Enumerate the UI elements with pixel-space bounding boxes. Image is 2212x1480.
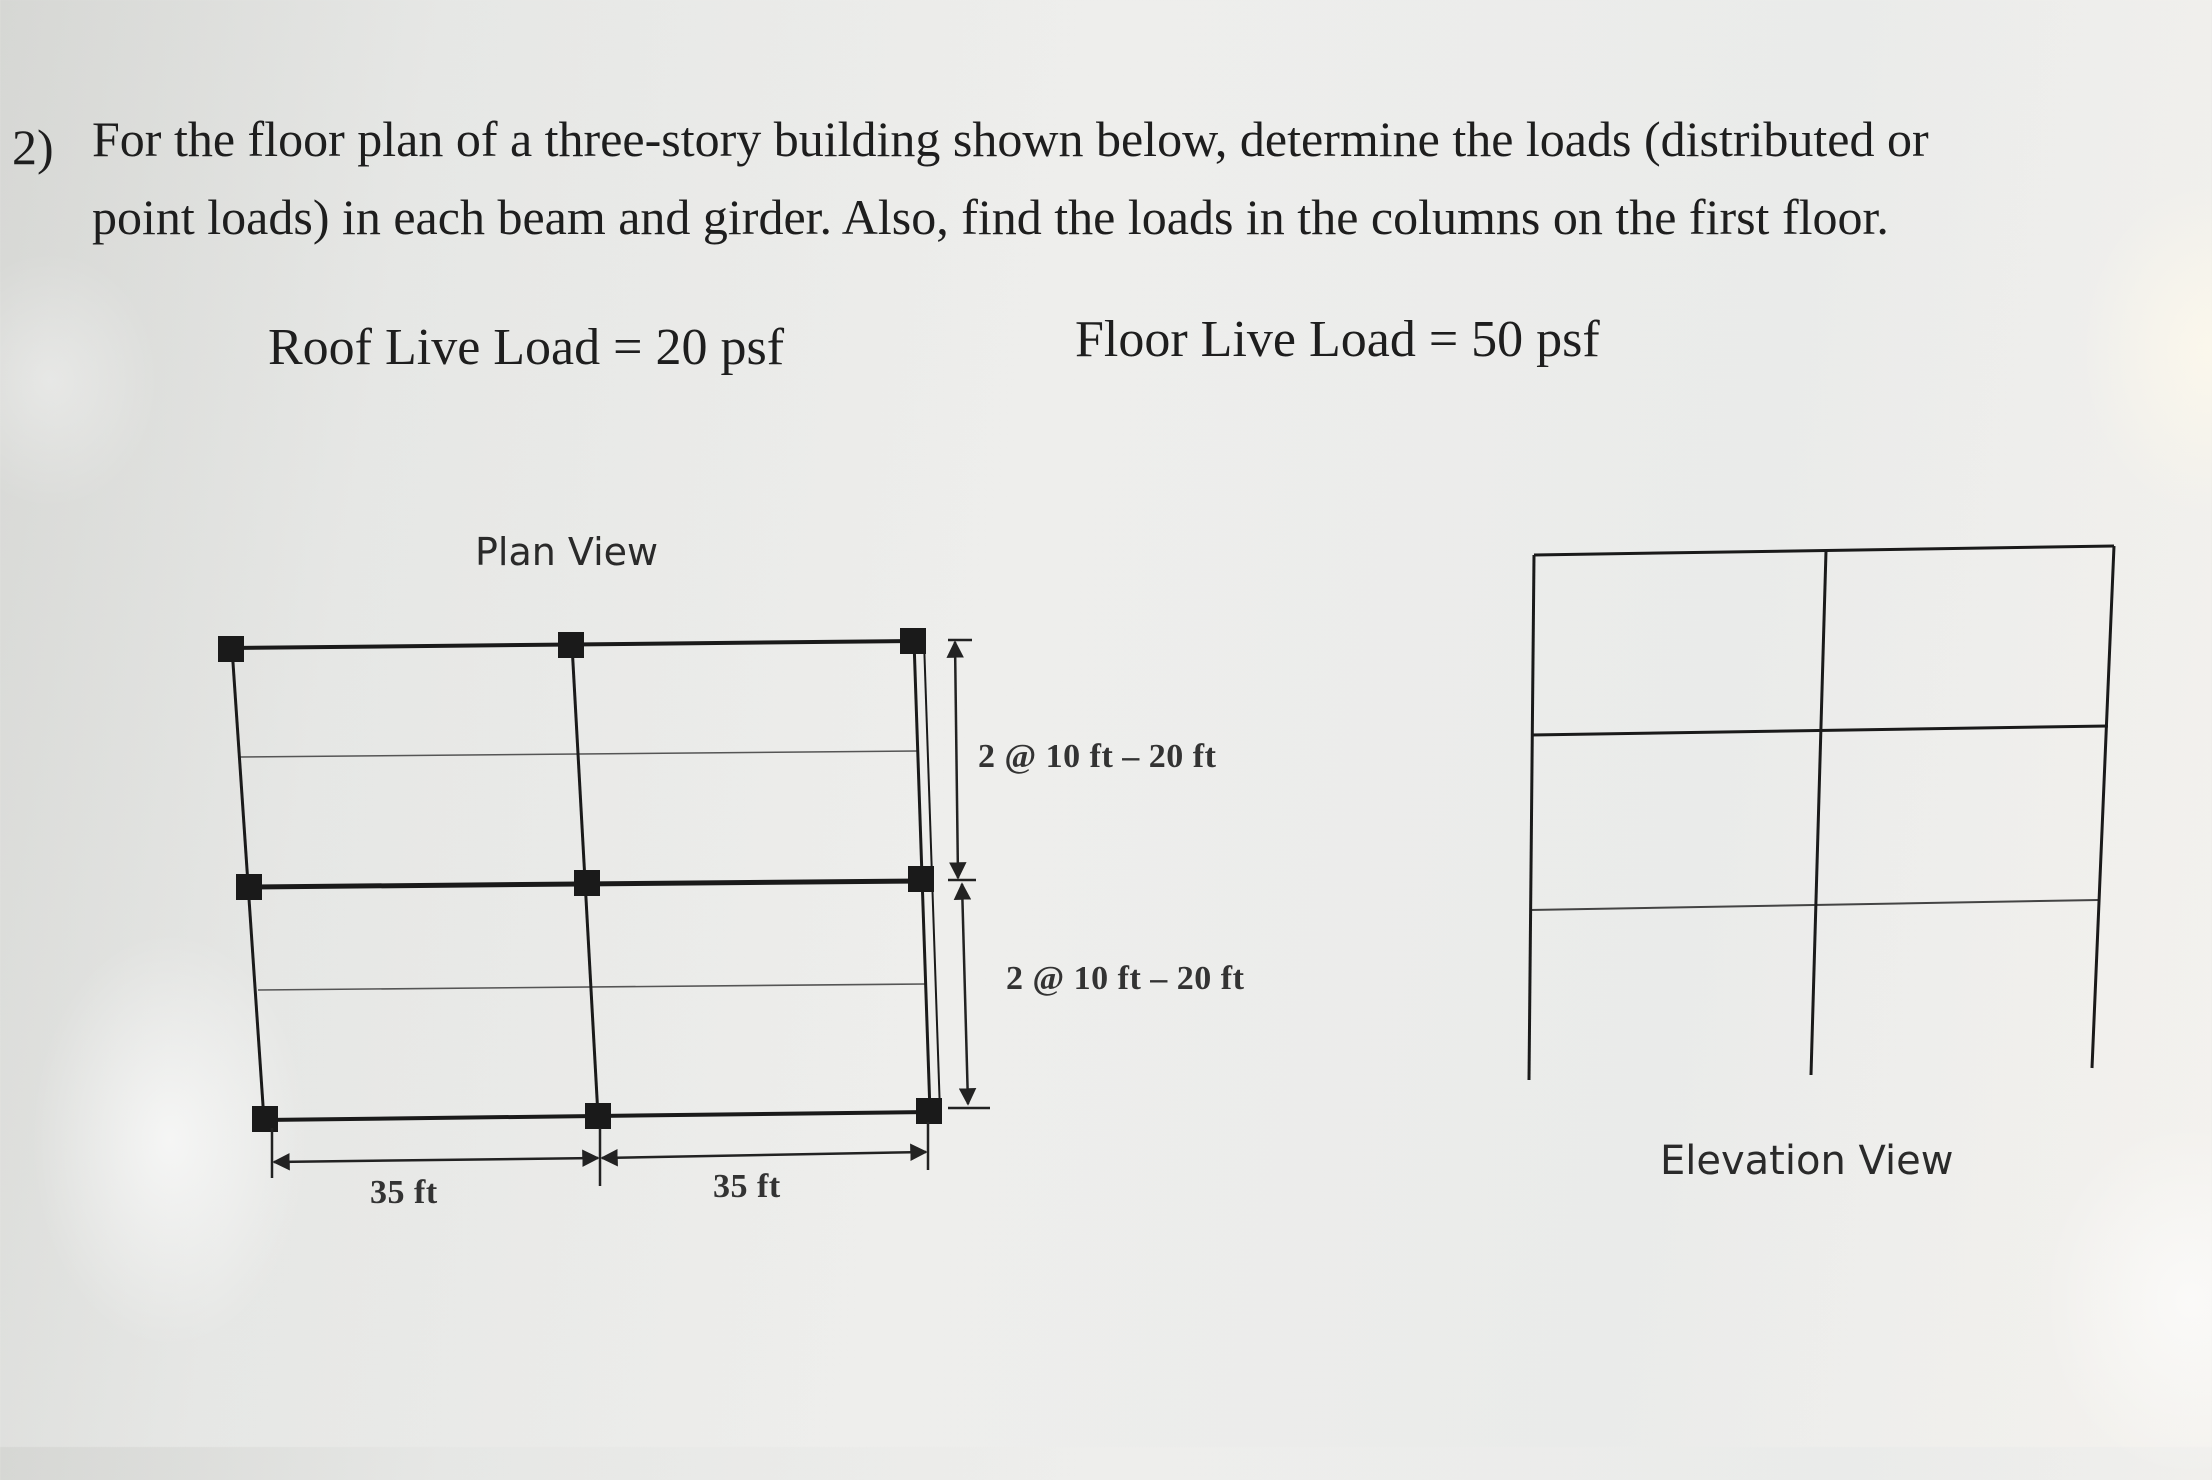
elevation-view-title: Elevation View xyxy=(1660,1138,1954,1184)
dimension-label-lower: 2 @ 10 ft – 20 ft xyxy=(1006,960,1245,997)
dimension-label-right: 35 ft xyxy=(713,1168,781,1205)
column-right xyxy=(2092,546,2114,1068)
column xyxy=(585,1103,611,1129)
plan-view-title: Plan View xyxy=(475,530,659,574)
question-number: 2) xyxy=(12,119,54,175)
floor-live-load: Floor Live Load = 50 psf xyxy=(1075,311,1600,368)
question-line-2: point loads) in each beam and girder. Also, find the loads in the columns on the first floor. xyxy=(92,189,1889,245)
column xyxy=(916,1098,942,1124)
column xyxy=(574,870,600,896)
column xyxy=(236,874,262,900)
question-line-1: For the floor plan of a three-story building shown below, determine the loads (distributed or xyxy=(92,111,1929,167)
dimension-line-left xyxy=(274,1158,598,1162)
column xyxy=(900,628,926,654)
dimension-label-upper: 2 @ 10 ft – 20 ft xyxy=(978,738,1217,775)
elevation-view-frame xyxy=(1529,546,2114,1080)
dimension-line-upper xyxy=(955,642,958,878)
column-left xyxy=(1529,555,1534,1080)
roof-line xyxy=(1534,546,2114,555)
dimension-line-right xyxy=(602,1152,926,1158)
column xyxy=(218,636,244,662)
dimension-line-lower xyxy=(962,884,968,1104)
vertical-dimensions xyxy=(948,640,990,1108)
column-center xyxy=(1811,551,1826,1075)
floor-2-line xyxy=(1530,900,2098,910)
dimension-label-left: 35 ft xyxy=(370,1174,438,1211)
column xyxy=(558,632,584,658)
roof-live-load: Roof Live Load = 20 psf xyxy=(268,319,785,376)
column xyxy=(908,866,934,892)
column xyxy=(252,1106,278,1132)
